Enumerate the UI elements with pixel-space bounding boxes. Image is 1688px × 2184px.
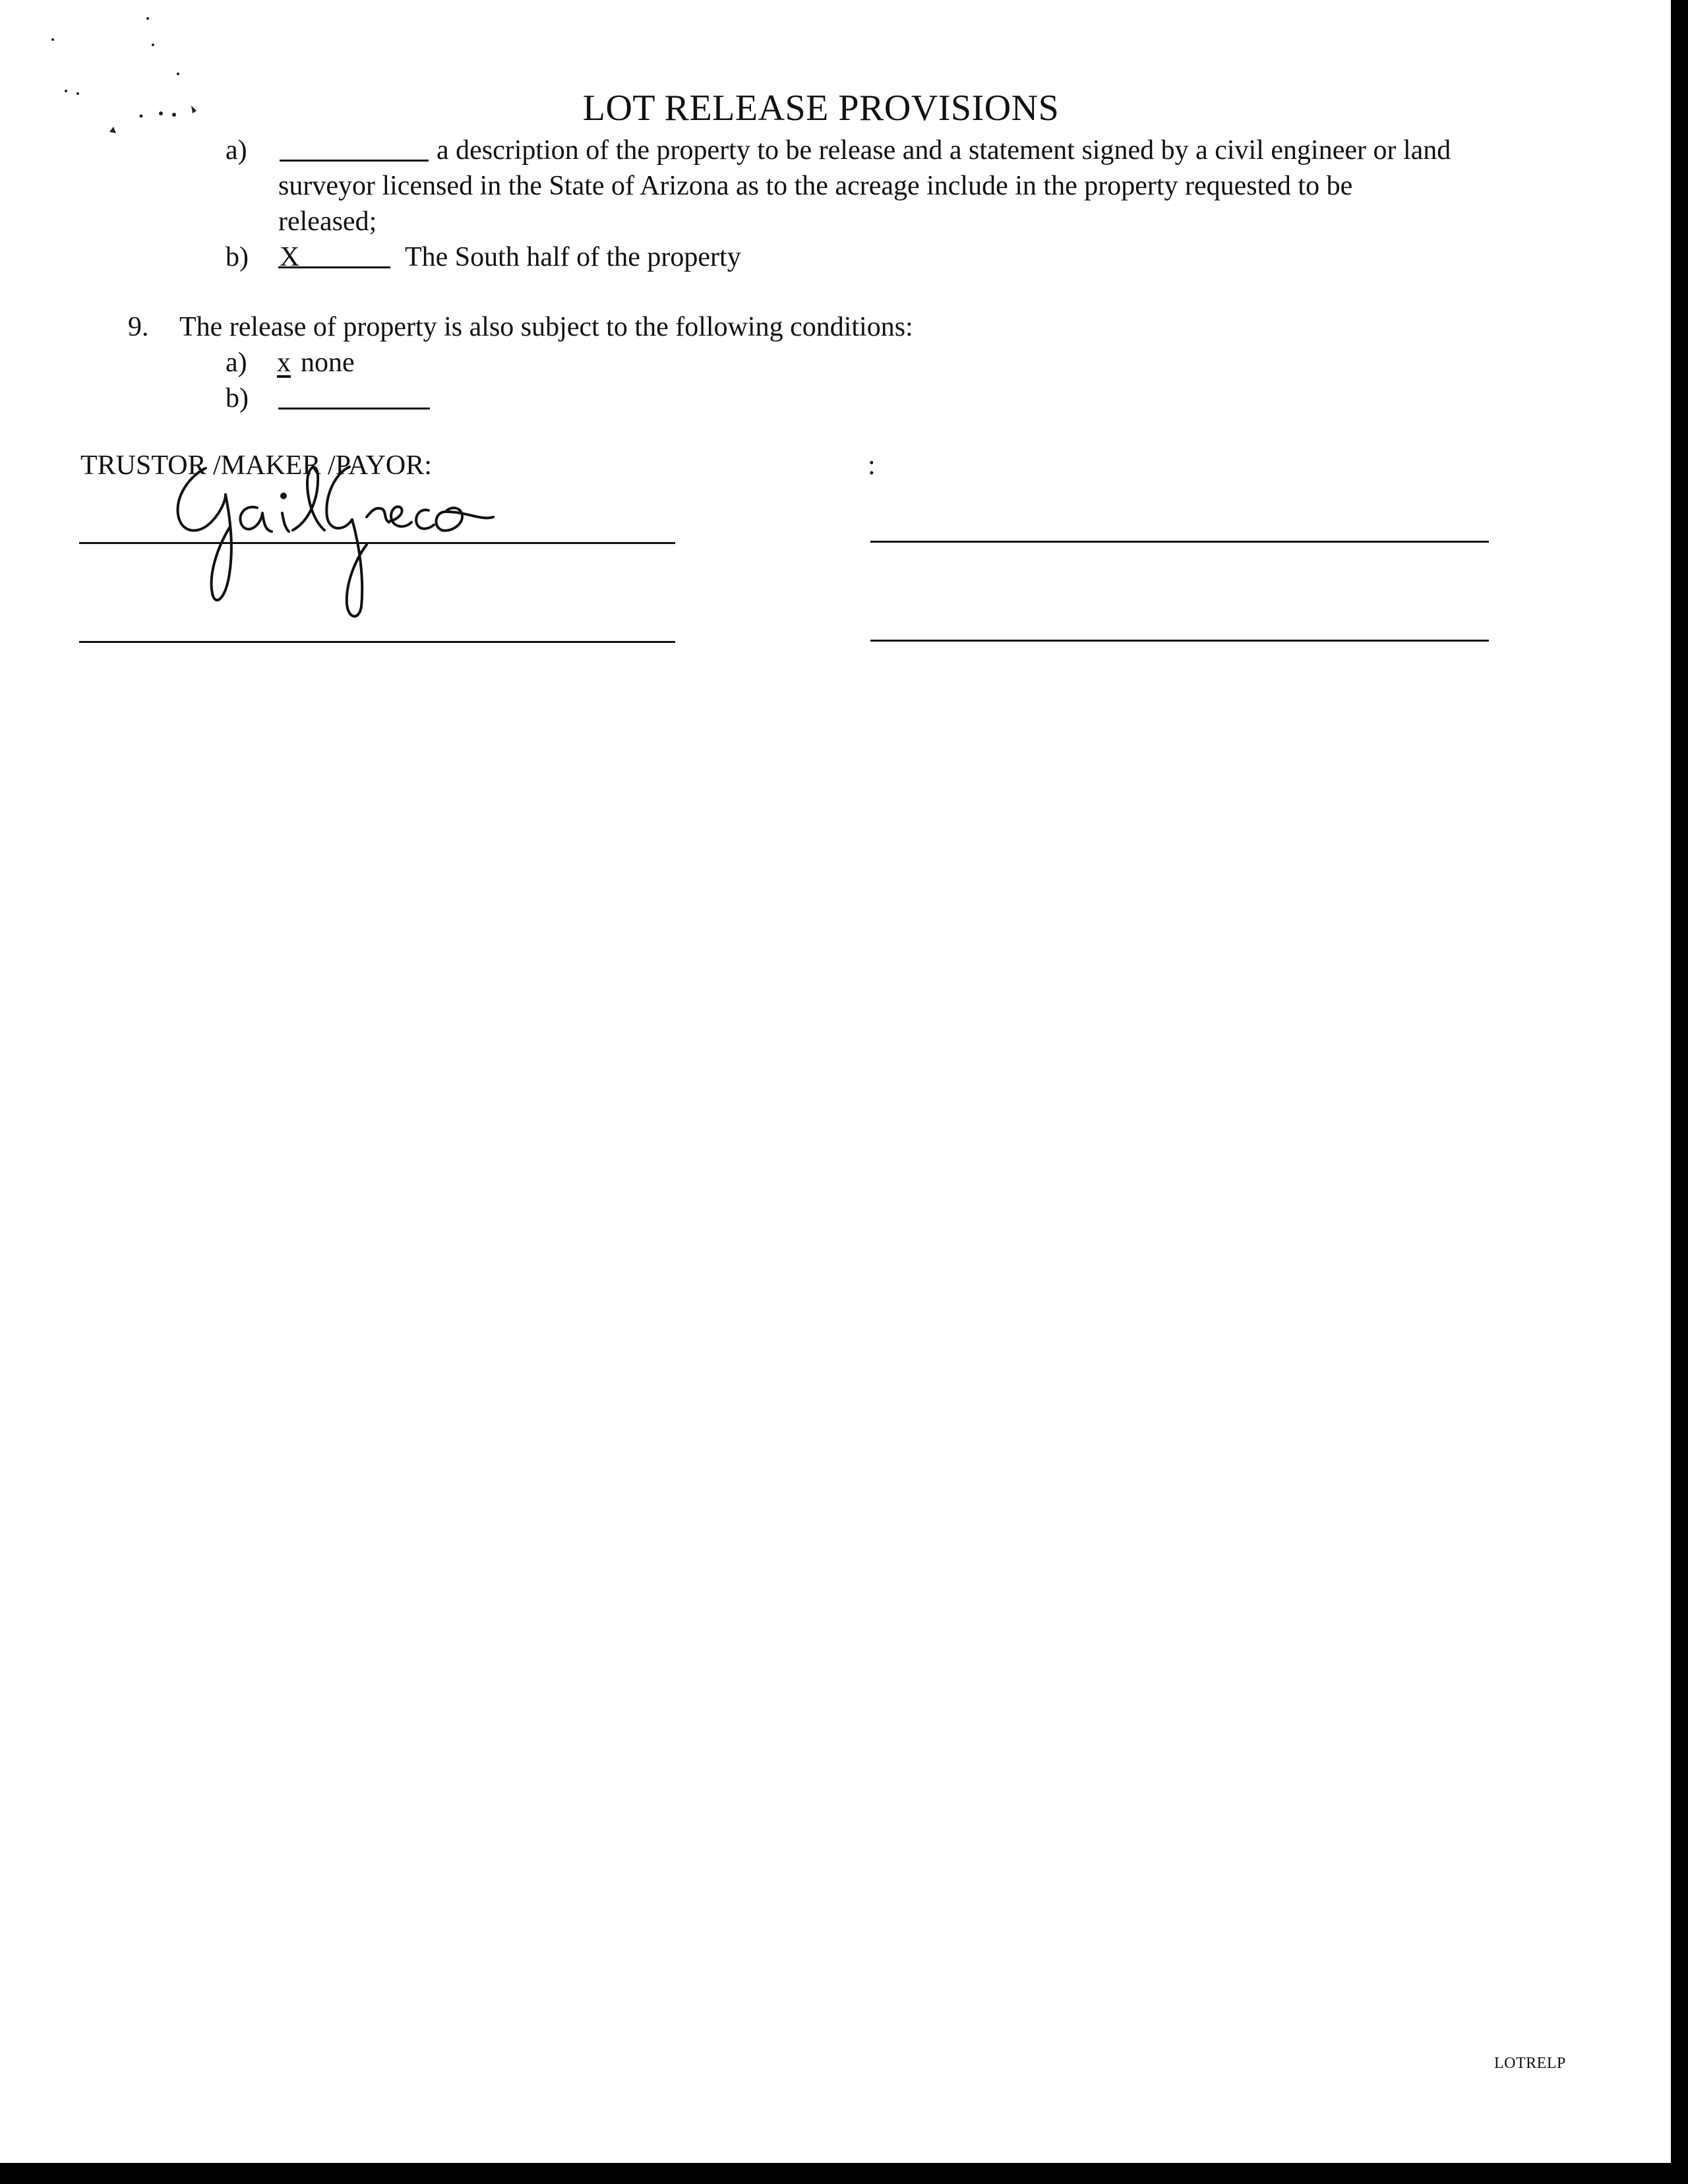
handwritten-signature <box>152 448 547 633</box>
item-b-marker: b) <box>226 242 249 272</box>
item-b-check-mark: X <box>280 242 300 272</box>
trustor-label: TRUSTOR /MAKER /PAYOR: <box>80 450 432 481</box>
section-9-item-b-blank <box>278 381 430 410</box>
item-a-text-line2: surveyor licensed in the State of Arizona as to the acreage include in the property requested to be <box>278 171 1353 201</box>
item-a-text-line1: a description of the property to be release and a statement signed by a civil engineer or land <box>437 135 1451 166</box>
trustor-signature-line-2 <box>79 641 675 643</box>
item-a-blank <box>280 133 429 162</box>
right-signature-label: : <box>868 450 876 481</box>
scan-specks <box>0 0 224 158</box>
page-title: LOT RELEASE PROVISIONS <box>582 88 1060 129</box>
scan-border-right <box>1671 0 1688 2184</box>
item-a-text-line3: released; <box>278 206 377 237</box>
scan-border-bottom <box>0 2163 1688 2184</box>
item-a-marker: a) <box>226 135 247 166</box>
item-b-text: The South half of the property <box>405 242 741 272</box>
section-9-text: The release of property is also subject to the following conditions: <box>179 312 913 342</box>
section-9-item-a-marker: a) <box>226 348 247 378</box>
section-9-number: 9. <box>128 312 149 342</box>
section-9-item-a-text: none <box>301 348 355 378</box>
right-signature-line-2 <box>870 640 1489 642</box>
right-signature-line-1 <box>870 541 1489 543</box>
footer-form-code: LOTRELP <box>1494 2055 1566 2072</box>
section-9-item-a-check: x <box>277 348 291 378</box>
section-9-item-b-marker: b) <box>226 383 249 413</box>
